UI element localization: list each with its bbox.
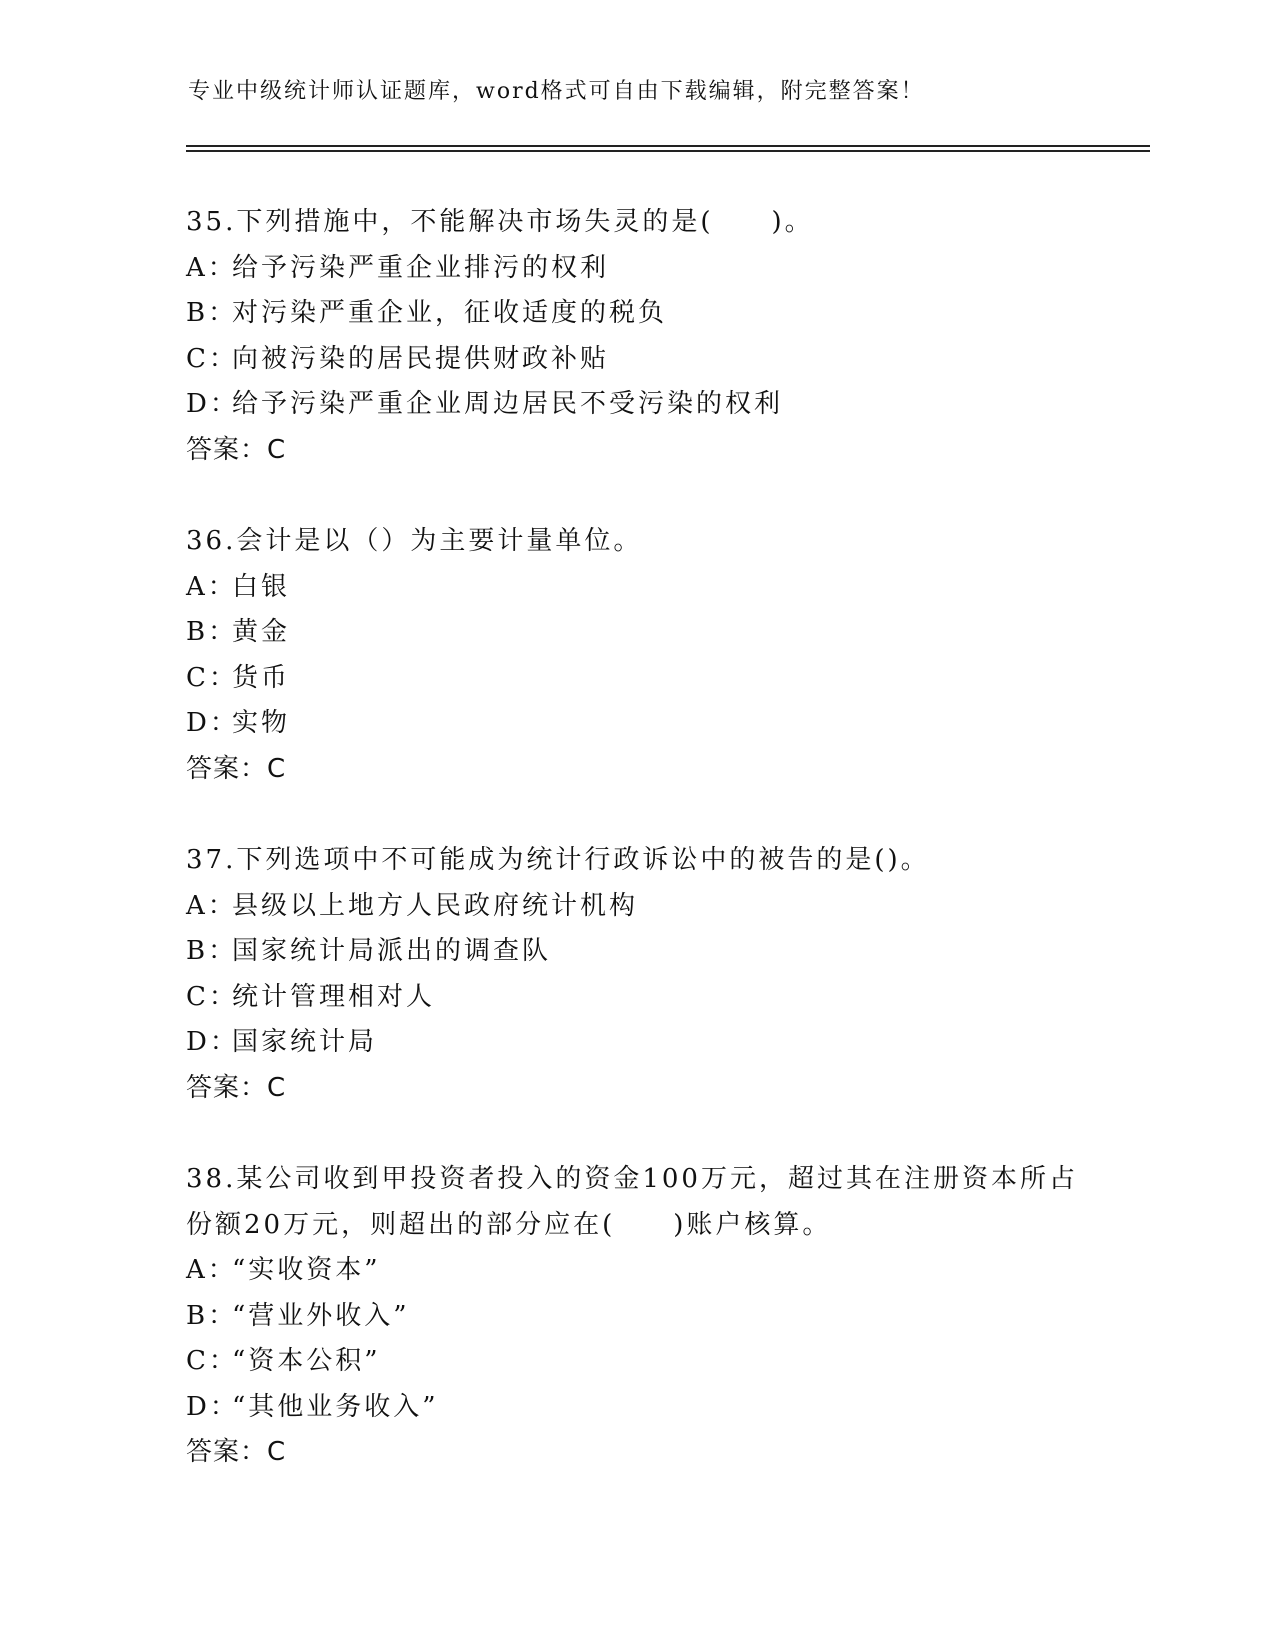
- option-letter: B：: [186, 617, 238, 647]
- option-text: “实收资本”: [232, 1255, 381, 1285]
- question-stem: 35.下列措施中，不能解决市场失灵的是( )。: [186, 207, 814, 237]
- option-letter: B：: [186, 936, 238, 966]
- answer-line: 答案：C: [186, 753, 287, 784]
- option-text: 给予污染严重企业周边居民不受污染的权利: [232, 389, 784, 419]
- option-c: [186, 1339, 1150, 1385]
- option-text: 白银: [232, 571, 291, 602]
- option-text: 给予污染严重企业排污的权利: [232, 252, 610, 283]
- option-letter: D：: [186, 389, 239, 419]
- option-d: [186, 1385, 1150, 1431]
- option-text: 县级以上地方人民政府统计机构: [232, 890, 639, 921]
- option-d: [186, 382, 1150, 428]
- answer-line: 答案：C: [186, 1072, 287, 1103]
- option-letter: D：: [186, 1027, 239, 1057]
- option-letter: A：: [186, 252, 237, 283]
- option-letter: A：: [186, 890, 237, 921]
- option-text: 统计管理相对人: [232, 981, 436, 1012]
- option-letter: D：: [186, 708, 239, 738]
- option-b: [186, 610, 1150, 656]
- option-letter: C：: [186, 1346, 238, 1376]
- option-letter: B：: [186, 298, 238, 328]
- option-a: [186, 1248, 1150, 1294]
- option-b: [186, 1294, 1150, 1340]
- option-text: 国家统计局派出的调查队: [232, 936, 552, 966]
- option-text: “其他业务收入”: [232, 1391, 439, 1422]
- question-stem-continued: 份额20万元，则超出的部分应在( )账户核算。: [186, 1209, 832, 1240]
- option-c: [186, 975, 1150, 1021]
- option-a: [186, 565, 1150, 611]
- option-text: 黄金: [232, 617, 291, 647]
- question-36: [186, 519, 1150, 792]
- option-letter: D：: [186, 1391, 239, 1422]
- option-b: [186, 929, 1150, 975]
- answer-line: 答案：C: [186, 434, 287, 465]
- option-text: 对污染严重企业，征收适度的税负: [232, 298, 668, 328]
- option-text: 国家统计局: [232, 1027, 378, 1057]
- option-letter: A：: [186, 1255, 237, 1285]
- option-d: [186, 701, 1150, 747]
- option-letter: B：: [186, 1300, 238, 1331]
- option-text: 向被污染的居民提供财政补贴: [232, 343, 610, 374]
- option-b: [186, 291, 1150, 337]
- option-text: “营业外收入”: [232, 1300, 410, 1331]
- question-37: [186, 838, 1150, 1111]
- option-text: 货币: [232, 662, 291, 693]
- option-a: [186, 246, 1150, 292]
- option-letter: A：: [186, 571, 237, 602]
- option-text: “资本公积”: [232, 1346, 381, 1376]
- question-list: [186, 200, 1150, 1522]
- option-c: [186, 656, 1150, 702]
- question-stem: 38.某公司收到甲投资者投入的资金100万元，超过其在注册资本所占: [186, 1164, 1078, 1194]
- option-c: [186, 337, 1150, 383]
- question-38: [186, 1157, 1150, 1476]
- option-a: [186, 884, 1150, 930]
- option-letter: C：: [186, 343, 238, 374]
- question-stem: 36.会计是以（）为主要计量单位。: [186, 526, 643, 556]
- option-d: [186, 1020, 1150, 1066]
- header-rule: [186, 145, 1150, 147]
- question-stem: 37.下列选项中不可能成为统计行政诉讼中的被告的是()。: [186, 845, 930, 875]
- option-text: 实物: [232, 708, 291, 738]
- option-letter: C：: [186, 981, 238, 1012]
- option-letter: C：: [186, 662, 238, 693]
- page-header: 专业中级统计师认证题库，word格式可自由下载编辑，附完整答案！: [188, 79, 925, 104]
- answer-line: 答案：C: [186, 1437, 287, 1467]
- header-rule-double: [186, 150, 1150, 152]
- question-35: [186, 200, 1150, 473]
